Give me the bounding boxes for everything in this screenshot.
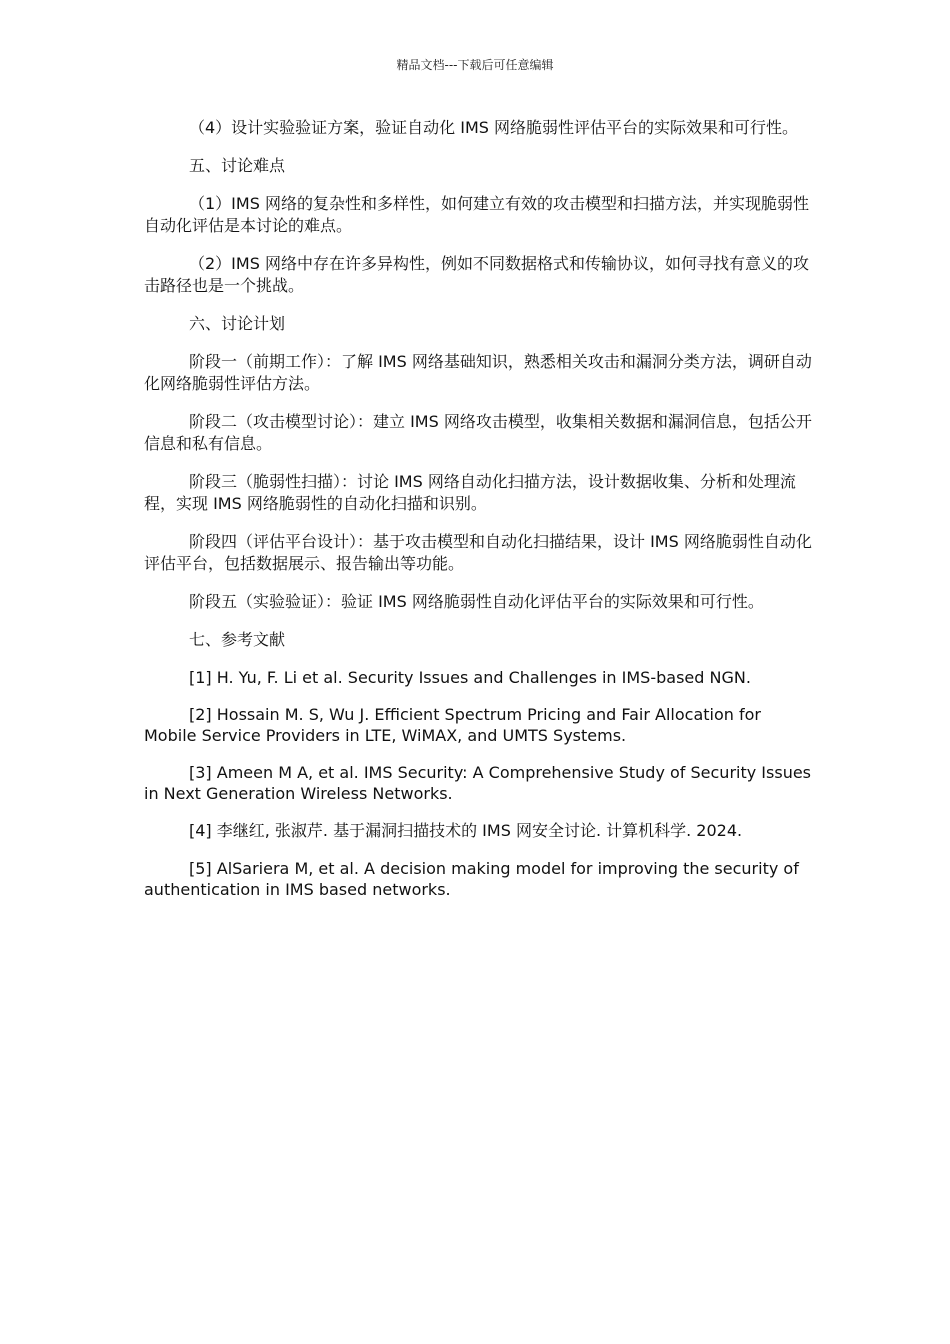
paragraph-phase-4: 阶段四（评估平台设计）：基于攻击模型和自动化扫描结果，设计 IMS 网络脆弱性自动化评估平台，包括数据展示、报告输出等功能。 (144, 532, 812, 573)
paragraph-step-4: （4）设计实验验证方案，验证自动化 IMS 网络脆弱性评估平台的实际效果和可行性。 (189, 118, 799, 137)
paragraph-phase-3: 阶段三（脆弱性扫描）：讨论 IMS 网络自动化扫描方法，设计数据收集、分析和处理流程，实现 IMS 网络脆弱性的自动化扫描和识别。 (144, 472, 796, 513)
reference-3: [3] Ameen M A, et al. IMS Security: A Comprehensive Study of Security Issues in Next Generation Wireless Networks. (144, 763, 812, 803)
reference-2: [2] Hossain M. S, Wu J. Efficient Spectrum Pricing and Fair Allocation for Mobile Service Providers in LTE, WiMAX, and UMTS Systems. (144, 705, 761, 745)
heading-discussion-plan: 六、讨论计划 (189, 314, 286, 333)
heading-references: 七、参考文献 (189, 630, 286, 649)
paragraph-difficulty-1: （1）IMS 网络的复杂性和多样性，如何建立有效的攻击模型和扫描方法，并实现脆弱性自动化评估是本讨论的难点。 (144, 194, 809, 235)
document-body (144, 117, 816, 916)
page-header: 精品文档---下载后可任意编辑 (396, 58, 554, 72)
paragraph-phase-5: 阶段五（实验验证）：验证 IMS 网络脆弱性自动化评估平台的实际效果和可行性。 (189, 592, 764, 611)
paragraph-phase-2: 阶段二（攻击模型讨论）：建立 IMS 网络攻击模型，收集相关数据和漏洞信息，包括公开信息和私有信息。 (144, 412, 812, 453)
paragraph-difficulty-2: （2）IMS 网络中存在许多异构性，例如不同数据格式和传输协议，如何寻找有意义的攻击路径也是一个挑战。 (144, 254, 809, 295)
reference-1: [1] H. Yu, F. Li et al. Security Issues and Challenges in IMS-based NGN. (189, 668, 751, 687)
reference-4: [4] 李继红, 张淑芹. 基于漏洞扫描技术的 IMS 网安全讨论. 计算机科学. 2024. (189, 821, 743, 840)
paragraph-phase-1: 阶段一（前期工作）：了解 IMS 网络基础知识，熟悉相关攻击和漏洞分类方法，调研自动化网络脆弱性评估方法。 (144, 352, 812, 393)
reference-5: [5] AlSariera M, et al. A decision making model for improving the security of authentication in IMS based networks. (144, 859, 799, 899)
heading-discussion-difficulties: 五、讨论难点 (189, 156, 286, 175)
